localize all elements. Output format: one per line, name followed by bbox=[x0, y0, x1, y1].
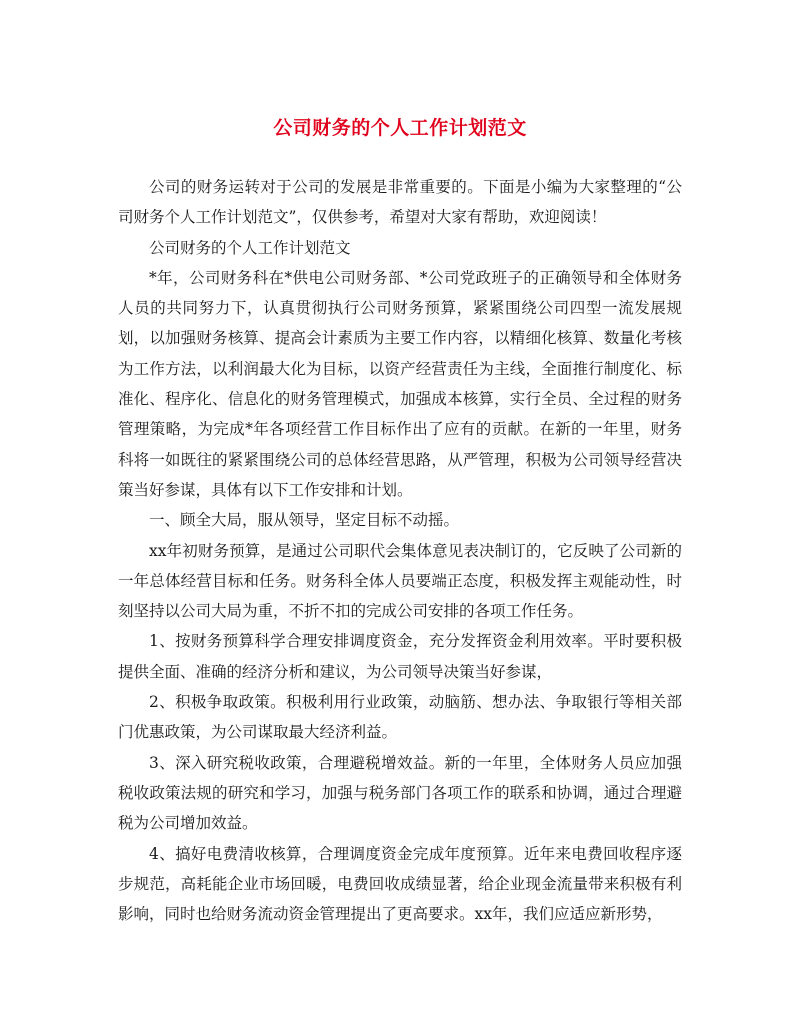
document-body bbox=[118, 172, 682, 929]
item-3-paragraph: 3、深入研究税收政策，合理避税增效益。新的一年里，全体财务人员应加强税收政策法规的研究和学习，加强与税务部门各项工作的联系和协调，通过合理避税为公司增加效益。 bbox=[118, 753, 682, 833]
overview-paragraph: *年，公司财务科在*供电公司财务部、*公司党政班子的正确领导和全体财务人员的共同努力下，认真贯彻执行公司财务预算，紧紧围绕公司四型一流发展规划，以加强财务核算、提高会计素质为主要工作内容，以精细化核算、数量化考核为工作方法，以利润最大化为目标，以资产经营责任为主线，全面推行制度化、标准化、程序化、信息化的财务管理模式，加强成本核算，实行全员、全过程的财务管理策略，为完成*年各项经营工作目标作出了应有的贡献。在新的一年里，财务科将一如既往的紧紧围绕公司的总体经营思路，从严管理，积极为公司领导经营决策当好参谋，具体有以下工作安排和计划。 bbox=[118, 268, 682, 499]
subtitle-paragraph: 公司财务的个人工作计划范文 bbox=[149, 238, 351, 257]
item-1-paragraph: 1、按财务预算科学合理安排调度资金，充分发挥资金利用效率。平时要积极提供全面、准确的经济分析和建议，为公司领导决策当好参谋， bbox=[118, 632, 682, 681]
item-2-paragraph: 2、积极争取政策。积极利用行业政策，动脑筋、想办法、争取银行等相关部门优惠政策，为公司谋取最大经济利益。 bbox=[118, 693, 682, 742]
intro-paragraph: 公司的财务运转对于公司的发展是非常重要的。下面是小编为大家整理的“公司财务个人工作计划范文”，仅供参考，希望对大家有帮助，欢迎阅读！ bbox=[118, 178, 682, 227]
item-4-paragraph: 4、搞好电费清收核算，合理调度资金完成年度预算。近年来电费回收程序逐步规范，高耗能企业市场回暖，电费回收成绩显著，给企业现金流量带来积极有利影响，同时也给财务流动资金管理提出了更高要求。xx年，我们应适应新形势， bbox=[118, 844, 682, 924]
section-heading: 一、顾全大局，服从领导，坚定目标不动摇。 bbox=[149, 511, 460, 530]
budget-paragraph: xx年初财务预算，是通过公司职代会集体意见表决制订的，它反映了公司新的一年总体经营目标和任务。财务科全体人员要端正态度，积极发挥主观能动性，时刻坚持以公司大局为重，不折不扣的完成公司安排的各项工作任务。 bbox=[118, 541, 682, 621]
document-title: 公司财务的个人工作计划范文 bbox=[273, 117, 527, 139]
